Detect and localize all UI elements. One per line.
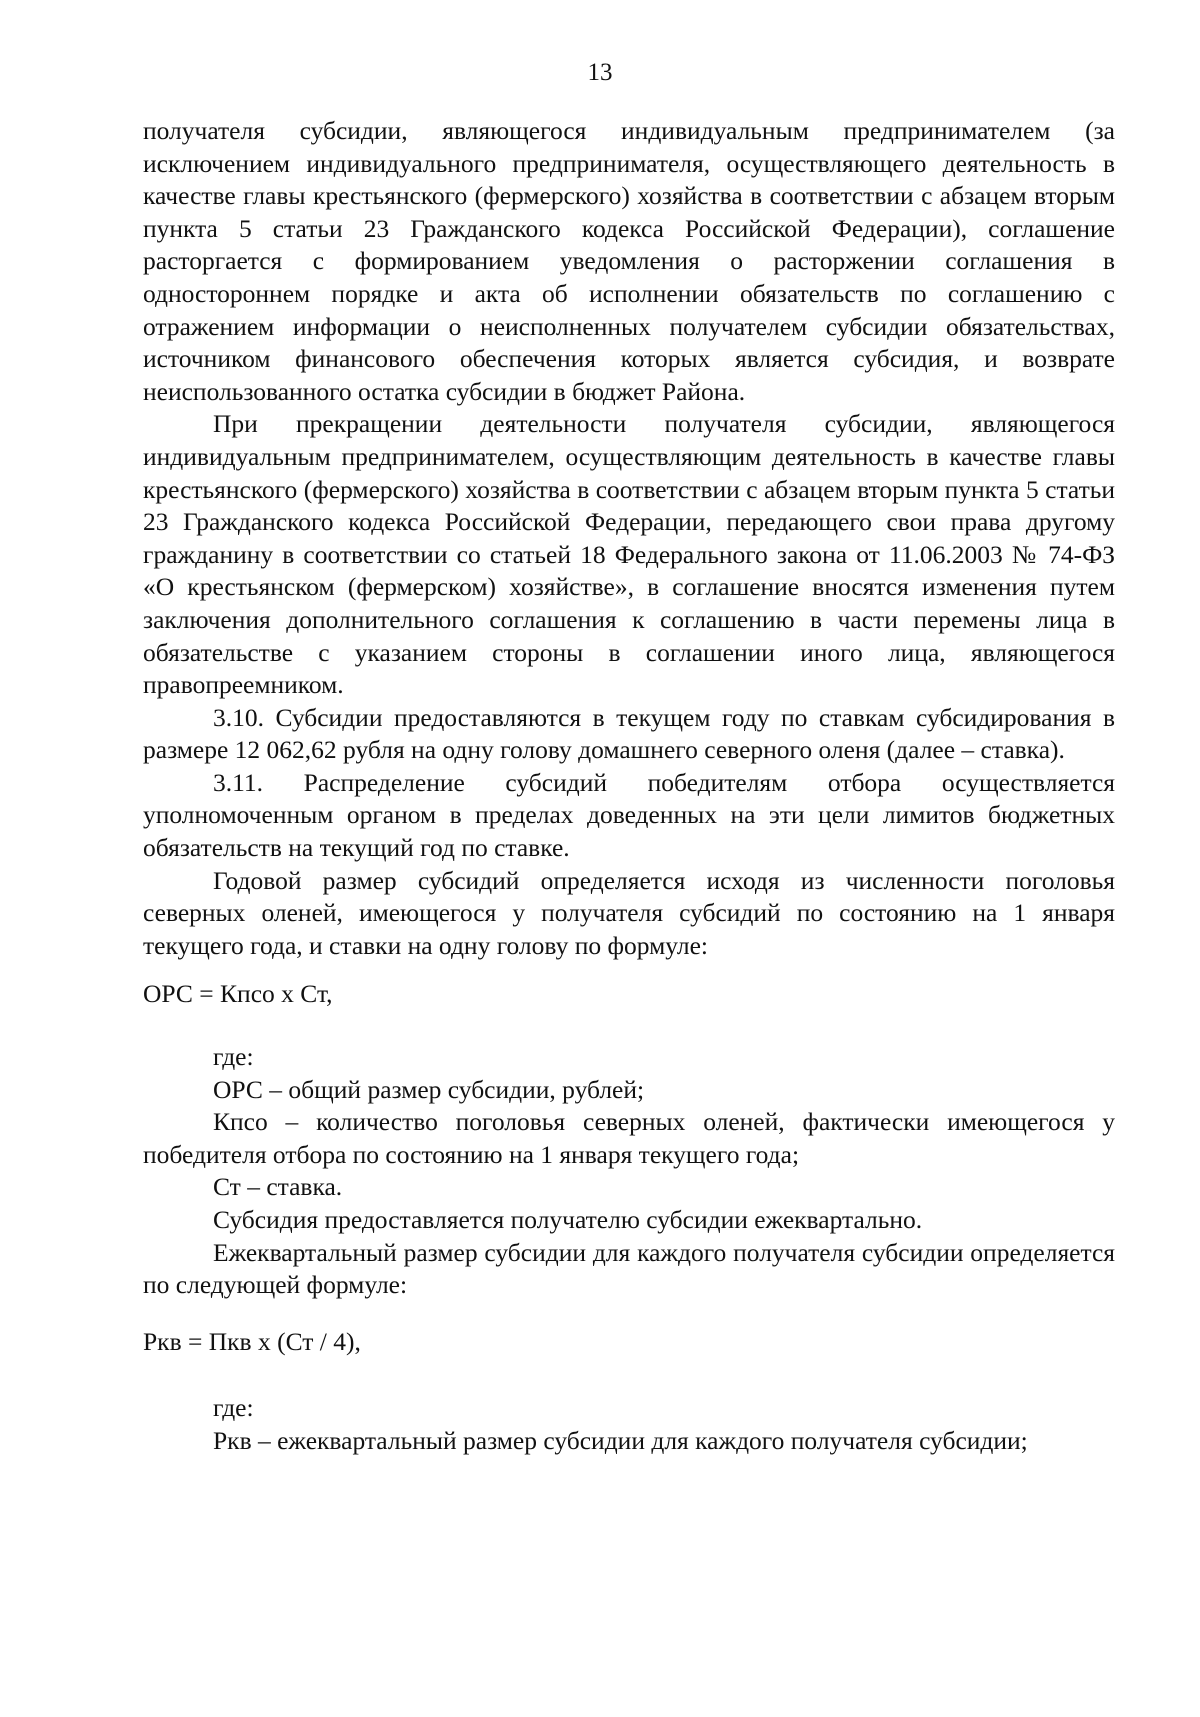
where-label-2: где: — [213, 1393, 254, 1423]
paragraph-succession: При прекращении деятельности получателя субсидии, являющегося индивидуальным предпринимателем, осуществляющим деятельность в качестве главы крестьянского (фермерского) хозяйства в соответствии с абзацем вторым пункта 5 статьи 23 Гражданского кодекса Российской Федерации, передающего свои права другому гражданину в соответствии со статьей 18 Федерального закона от 11.06.2003 № 74-ФЗ «О крестьянском (фермерском) хозяйстве», в соглашение вносятся изменения путем заключения дополнительного соглашения к соглашению в части перемены лица в обязательстве с указанием стороны в соглашении иного лица, являющегося правопреемником. — [143, 409, 1115, 700]
paragraph-quarterly: Субсидия предоставляется получателю субсидии ежеквартально. — [213, 1205, 923, 1234]
paragraph-3-11: 3.11. Распределение субсидий победителям отбора осуществляется уполномоченным органом в пределах доведенных на эти цели лимитов бюджетных обязательств на текущий год по ставке. — [143, 767, 1115, 863]
formula-ors: ОРС = Кпсо х Ст, — [143, 979, 333, 1009]
definition-kpso: Кпсо – количество поголовья северных оленей, фактически имеющегося у победителя отбора по состоянию на 1 января текущего года; — [143, 1107, 1115, 1169]
formula-rkv: Ркв = Пкв х (Ст / 4), — [143, 1326, 361, 1356]
page-number: 13 — [587, 59, 613, 86]
paragraph-quarterly-size: Ежеквартальный размер субсидии для каждого получателя субсидии определяется по следующей формуле: — [143, 1237, 1115, 1300]
definition-ors: ОРС – общий размер субсидии, рублей; — [213, 1074, 645, 1104]
where-label-1: где: — [213, 1042, 254, 1072]
paragraph-annual-size: Годовой размер субсидий определяется исходя из численности поголовья северных оленей, имеющегося у получателя субсидий по состоянию на 1 января текущего года, и ставки на одну голову по формуле: — [143, 865, 1115, 960]
definition-st: Ст – ставка. — [213, 1172, 343, 1202]
paragraph-termination: получателя субсидии, являющегося индивидуальным предпринимателем (за исключением индивидуального предпринимателя, осуществляющего деятельность в качестве главы крестьянского (фермерского) хозяйства в соответствии с абзацем вторым пункта 5 статьи 23 Гражданского кодекса Российской Федерации), соглашение расторгается с формированием уведомления о расторжении соглашения в одностороннем порядке и акта об исполнении обязательств по соглашению с отражением информации о неисполненных получателем субсидии обязательствах, источником финансового обеспечения которых является субсидия, и возврате неиспользованного остатка субсидии в бюджет Района. — [143, 116, 1115, 406]
paragraph-3-10: 3.10. Субсидии предоставляются в текущем году по ставкам субсидирования в размере 12 062,62 рубля на одну голову домашнего северного оленя (далее – ставка). — [143, 702, 1115, 765]
definition-rkv: Ркв – ежеквартальный размер субсидии для каждого получателя субсидии; — [213, 1425, 1028, 1455]
document-body — [143, 115, 1115, 1458]
